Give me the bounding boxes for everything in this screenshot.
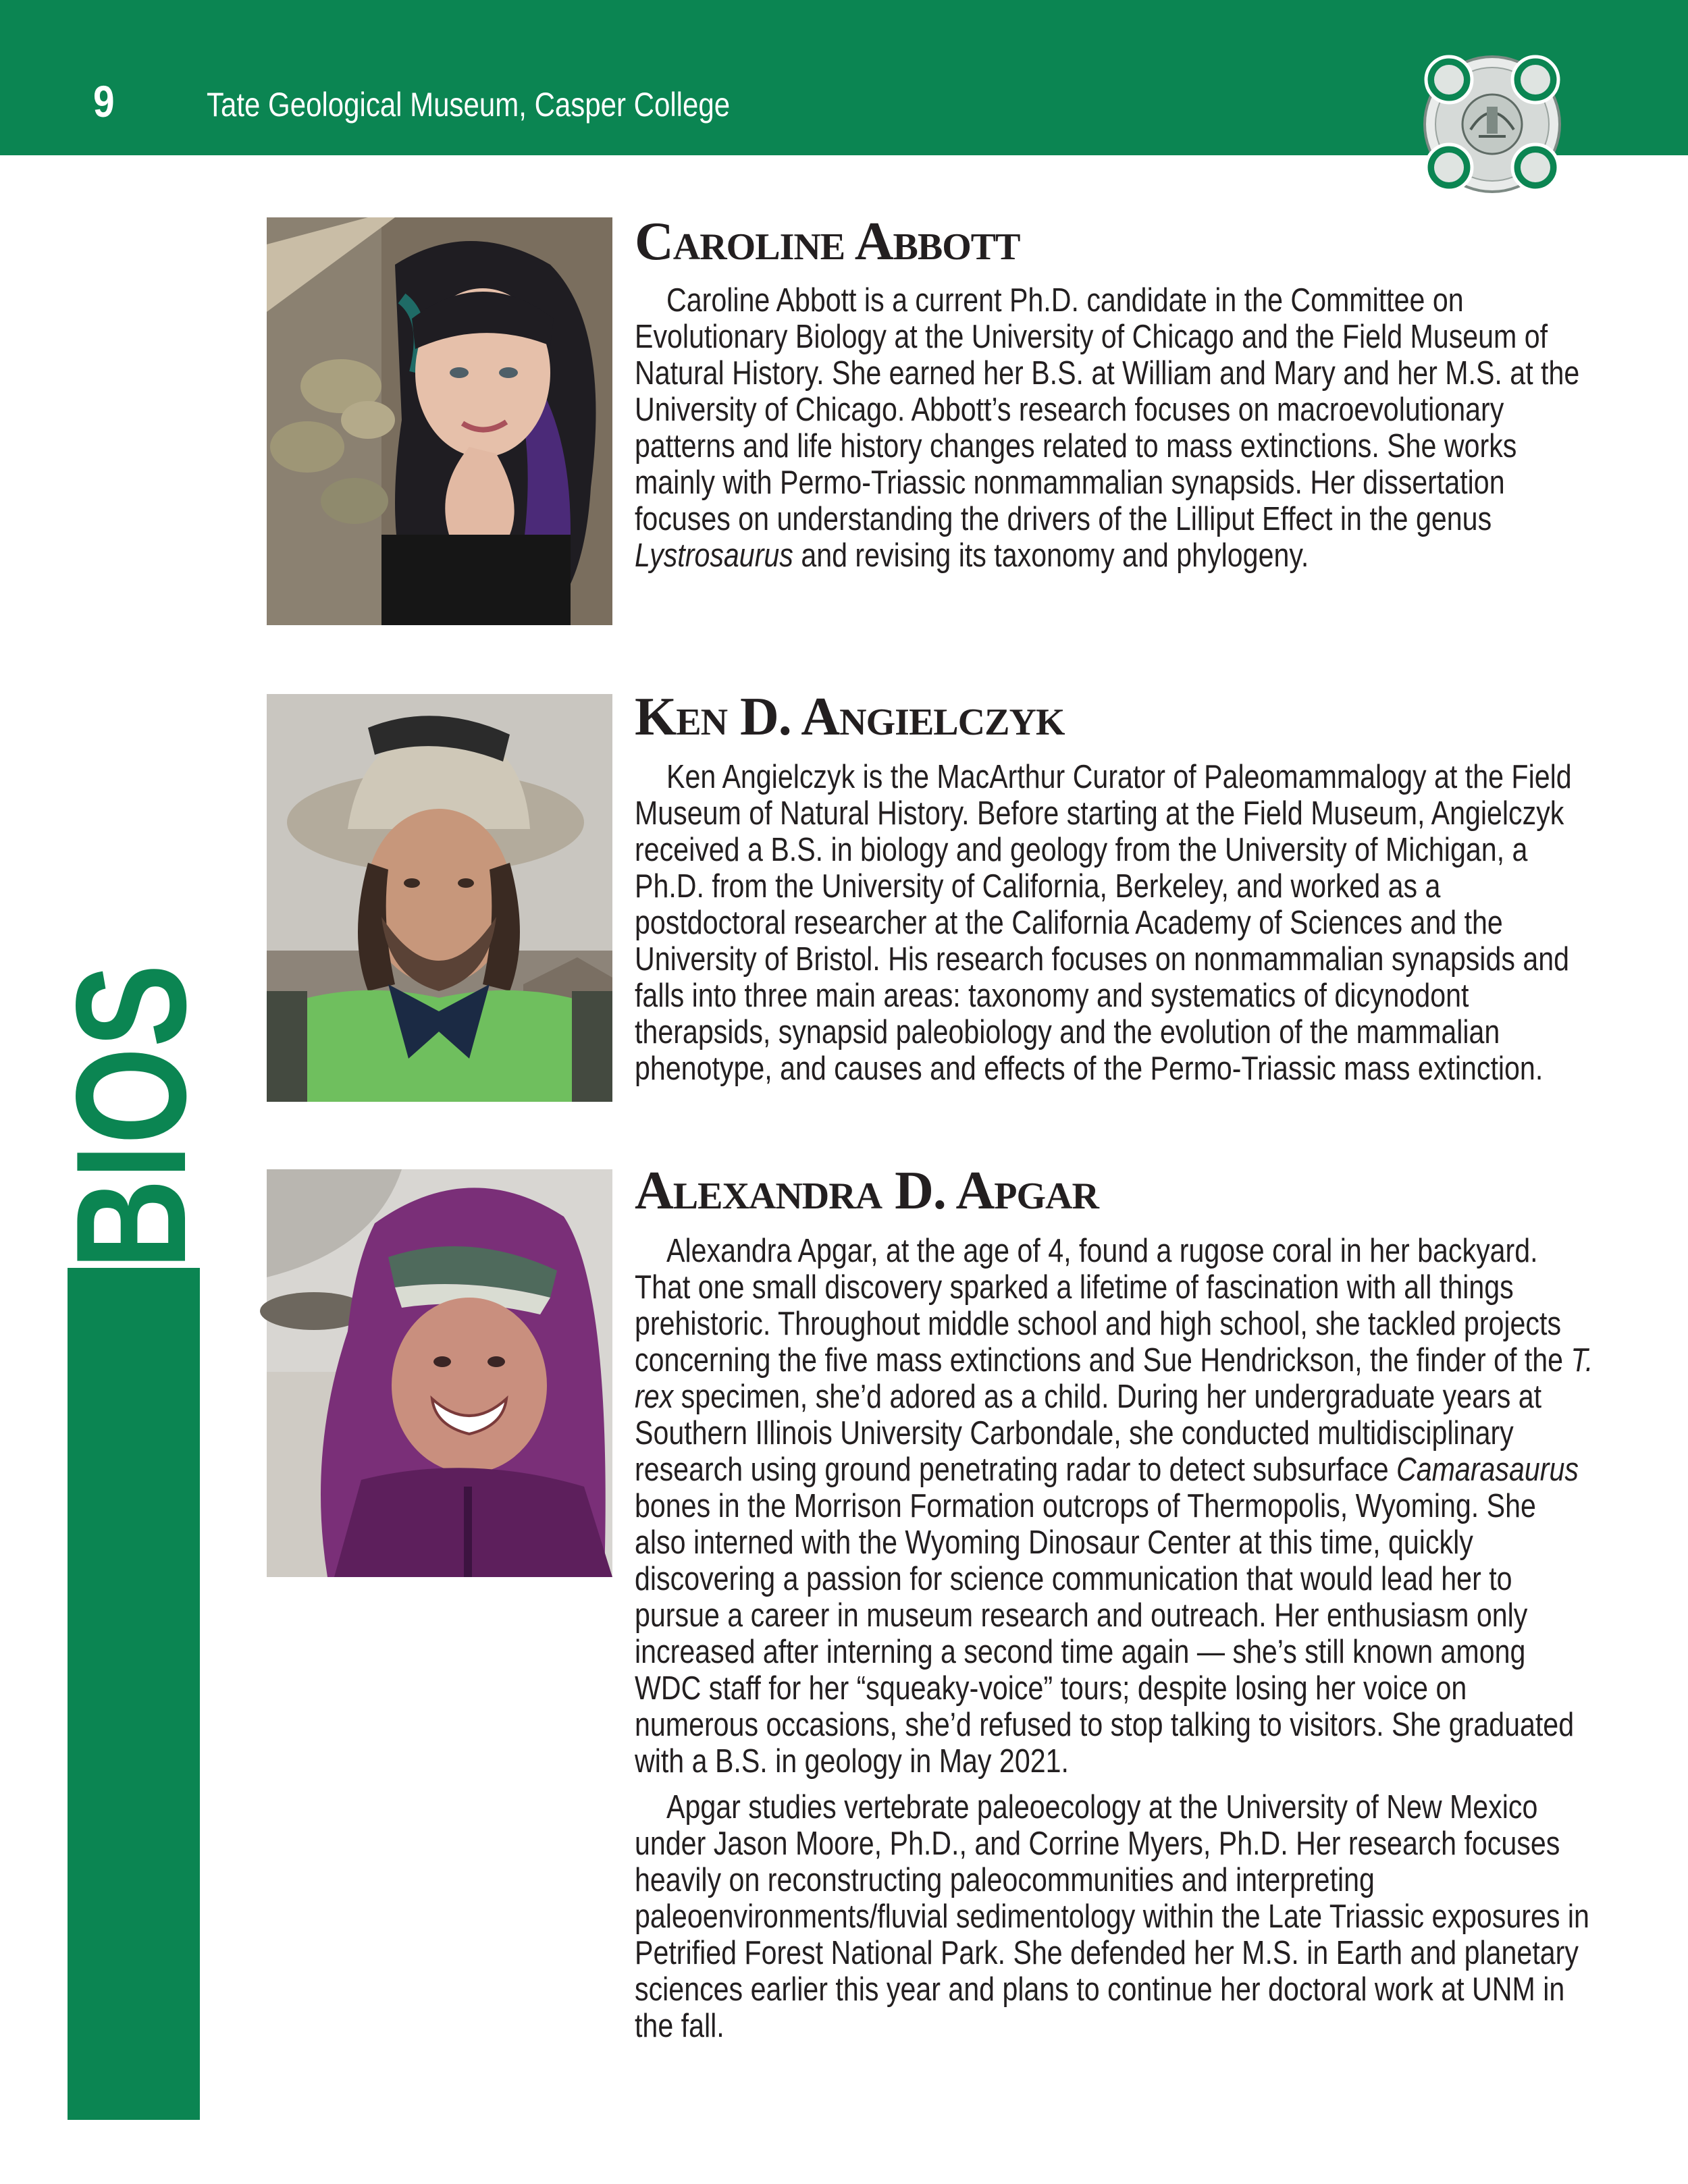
bio-text-run: bones in the Morrison Formation outcrops of Thermopolis, Wyoming. She also interned with the Wyoming Dinosaur Center at this time, quickly discovering a passion for science communication that would lead her to pursue a career in museum research and outreach. Her enthusiasm only increased after interning a second time again — she’s still known among WDC staff for her “squeaky-voice” tours; despite losing her voice on numerous occasions, she’d refused to stop talking to visitors. She graduated with a B.S. in geology in May 2021. [635,1488,1575,1780]
bio-text-run: specimen, she’d adored as a child. During her undergraduate years at Southern Illinois University Carbondale, she conducted multidisciplinary research using ground penetrating radar to detect subsurface [635,1379,1542,1488]
page-number: 9 [93,76,115,126]
bio-paragraph [635,1233,1593,1780]
portrait-ken-angielczyk [267,694,612,1102]
bio-text [635,1233,1593,2044]
bio-name: Caroline Abbott [635,212,1020,271]
section-sidebar-bar [68,1268,200,2120]
bio-text-run: and revising its taxonomy and phylogeny. [793,537,1309,574]
bio-italic-term: Lystrosaurus [635,537,793,574]
bio-caroline-abbott [635,212,1607,574]
bio-text [635,759,1593,1087]
bio-name: Ken D. Angielczyk [635,687,1065,747]
header-title: Tate Geological Museum, Casper College [207,86,731,124]
section-label-text: BIOS [44,886,219,1269]
portrait-caroline-abbott [267,217,612,625]
section-label [44,886,219,1272]
bio-text [635,282,1593,574]
bio-paragraph [635,1789,1593,2044]
bio-italic-term: Camarasaurus [1396,1451,1579,1488]
bio-name: Alexandra D. Apgar [635,1161,1099,1221]
bio-text-run: Apgar studies vertebrate paleoecology at the University of New Mexico under Jason Moore, Ph.D., and Corrine Myers, Ph.D. Her research focuses heavily on reconstructing paleocommunities and interpreting paleoenvironments/fluvial sedimentology within the Late Triassic exposures in Petrified Forest National Park. She defended her M.S. in Earth and planetary sciences earlier this year and plans to continue her doctoral work at UNM in the fall. [635,1789,1589,2044]
bio-alexandra-apgar [635,1161,1607,2044]
bio-paragraph [635,759,1593,1087]
bio-italic-term: T. rex [635,1342,1593,1415]
museum-seal-icon [1417,49,1572,200]
bio-text-run: Caroline Abbott is a current Ph.D. candidate in the Committee on Evolutionary Biology at the University of Chicago and the Field Museum of Natural History. She earned her B.S. at William and Mary and her M.S. at the University of Chicago. Abbott’s research focuses on macroevolutionary patterns and life history changes related to mass extinctions. She works mainly with Permo-Triassic nonmammalian synapsids. Her dissertation focuses on understanding the drivers of the Lilliput Effect in the genus [635,282,1580,537]
portrait-alexandra-apgar [267,1169,612,1577]
bio-text-run: Ken Angielczyk is the MacArthur Curator of Paleomammalogy at the Field Museum of Natural History. Before starting at the Field Museum, Angielczyk received a B.S. in biology and geology from the University of Michigan, a Ph.D. from the University of California, Berkeley, and worked as a postdoctoral researcher at the California Academy of Sciences and the University of Bristol. His research focuses on nonmammalian synapsids and falls into three main areas: taxonomy and systematics of dicynodont therapsids, synapsid paleobiology and the evolution of the mammalian phenotype, and causes and effects of the Permo-Triassic mass extinction. [635,759,1572,1087]
bio-ken-angielczyk [635,687,1607,1087]
bio-paragraph [635,282,1593,574]
bio-text-run: Alexandra Apgar, at the age of 4, found a rugose coral in her backyard. That one small discovery sparked a lifetime of fascination with all things prehistoric. Throughout middle school and high school, she tackled projects concerning the five mass extinctions and Sue Hendrickson, the finder of the [635,1233,1571,1379]
